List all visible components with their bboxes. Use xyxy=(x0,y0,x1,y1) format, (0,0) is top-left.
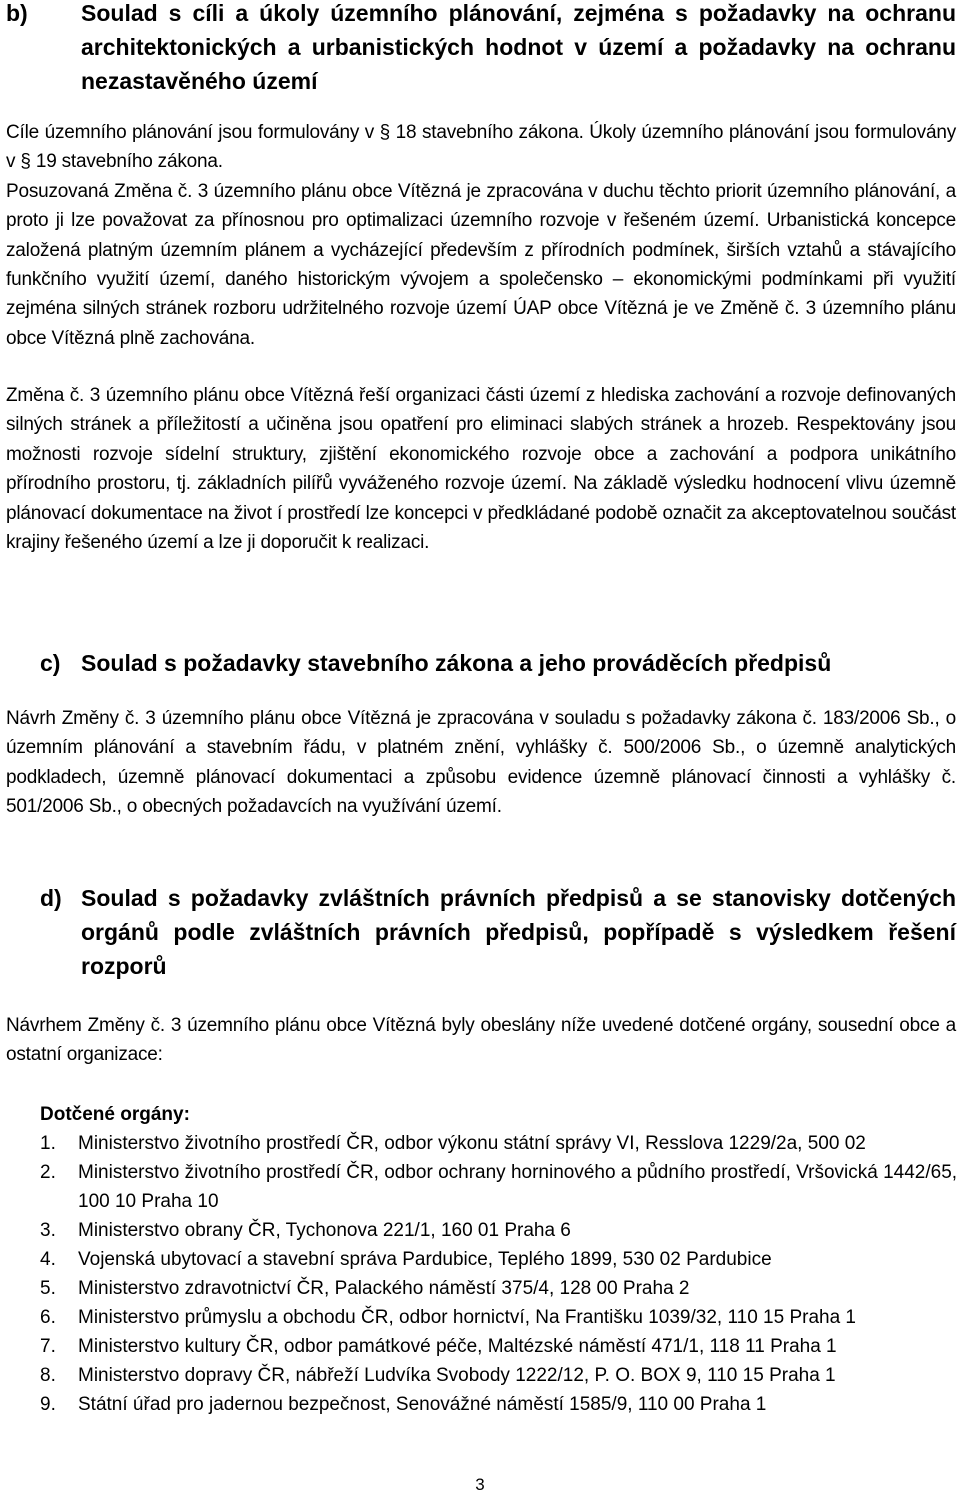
section-b-body xyxy=(6,118,956,353)
section-c-paragraph: Návrh Změny č. 3 územního plánu obce Vítězná je zpracována v souladu s požadavky zákona č. 183/2006 Sb., o územním plánování a stavebním řádu, v platném znění, vyhlášky č. 500/2006 Sb., o územně analytických podkladech, územně plánovací dokumentaci a způsobu evidence územně plánovací činnosti a vyhlášky č. 501/2006 Sb., o obecných požadavcích na využívání území. xyxy=(6,708,956,818)
organ-list-item xyxy=(40,1332,960,1361)
section-b-paragraph-1: Cíle územního plánování jsou formulovány v § 18 stavebního zákona. Úkoly územního plánování jsou formulovány v § 19 stavebního zákona. xyxy=(6,122,956,173)
organ-list-item xyxy=(40,1274,960,1303)
organ-list-item xyxy=(40,1361,960,1390)
organ-number: 9. xyxy=(40,1394,56,1415)
section-c-letter: c) xyxy=(40,650,61,676)
organ-list-item xyxy=(40,1390,960,1419)
section-c-body xyxy=(6,704,956,822)
section-c-heading xyxy=(6,646,956,680)
section-b-paragraph-3: Změna č. 3 územního plánu obce Vítězná řeší organizaci části území z hlediska zachování a rozvoje definovaných silných stránek a příležitostí a učiněna jsou opatření pro eliminaci slabých stránek a hrozeb. Respektovány jsou možnosti rozvoje sídelní struktury, zjištění ekonomického rozvoje obce a zachování a podpora unikátního přírodního prostoru, tj. základních pilířů vyváženého rozvoje území. Na základě výsledku hodnocení vlivu územně plánovací dokumentace na život í prostředí lze koncepci v předkládané podobě označit za akceptovatelnou součást krajiny řešeného území a lze ji doporučit k realizaci. xyxy=(6,385,956,554)
section-b-title: Soulad s cíli a úkoly územního plánování, zejména s požadavky na ochranu architektonických a urbanistických hodnot v území a požadavky na ochranu nezastavěného území xyxy=(81,0,956,94)
organ-text: Vojenská ubytovací a stavební správa Pardubice, Teplého 1899, 530 02 Pardubice xyxy=(78,1249,772,1270)
organ-list-item xyxy=(40,1245,960,1274)
section-d-title: Soulad s požadavky zvláštních právních předpisů a se stanovisky dotčených orgánů podle zvláštních právních předpisů, popřípadě s výsledkem řešení rozporů xyxy=(81,885,956,979)
section-d-letter: d) xyxy=(40,885,62,911)
organ-list-item xyxy=(40,1216,960,1245)
organs-list xyxy=(40,1129,960,1419)
organ-number: 5. xyxy=(40,1278,56,1299)
organ-list-item xyxy=(40,1303,960,1332)
organ-text: Ministerstvo životního prostředí ČR, odbor výkonu státní správy VI, Resslova 1229/2a, 500 02 xyxy=(78,1133,866,1154)
section-c-title: Soulad s požadavky stavebního zákona a jeho prováděcích předpisů xyxy=(81,650,832,676)
section-b-paragraph-2: Posuzovaná Změna č. 3 územního plánu obce Vítězná je zpracována v duchu těchto priorit územního plánování, a proto ji lze považovat za přínosnou pro optimalizaci územního rozvoje v řešeném území. Urbanistická koncepce založená platným územním plánem a vycházející především z přírodních podmínek, širších vztahů a stávajícího funkčního využití území, daného historickým vývojem a společensko – ekonomickými podmínkami při využití zejména silných stránek rozboru udržitelného rozvoje území ÚAP obce Vítězná je ve Změně č. 3 územního plánu obce Vítězná plně zachována. xyxy=(6,180,956,349)
section-b-heading xyxy=(6,0,956,98)
organ-number: 4. xyxy=(40,1249,56,1270)
organ-text: Ministerstvo životního prostředí ČR, odbor ochrany horninového a půdního prostředí, Vršovická 1442/65, 100 10 Praha 10 xyxy=(78,1162,958,1212)
section-d-heading xyxy=(6,881,956,983)
section-b-body-2 xyxy=(6,381,956,557)
organ-number: 2. xyxy=(40,1162,56,1183)
organ-text: Ministerstvo zdravotnictví ČR, Palackého náměstí 375/4, 128 00 Praha 2 xyxy=(78,1278,690,1299)
organ-number: 6. xyxy=(40,1307,56,1328)
section-d-body xyxy=(6,1011,956,1070)
section-d-paragraph: Návrhem Změny č. 3 územního plánu obce Vítězná byly obeslány níže uvedené dotčené orgány, sousední obce a ostatní organizace: xyxy=(6,1015,956,1066)
section-b-letter: b) xyxy=(6,0,28,26)
organ-number: 3. xyxy=(40,1220,56,1241)
organs-heading: Dotčené orgány: xyxy=(40,1104,190,1125)
organ-number: 8. xyxy=(40,1365,56,1386)
organ-text: Státní úřad pro jadernou bezpečnost, Senovážné náměstí 1585/9, 110 00 Praha 1 xyxy=(78,1394,767,1415)
organ-text: Ministerstvo průmyslu a obchodu ČR, odbor hornictví, Na Františku 1039/32, 110 15 Praha 1 xyxy=(78,1307,856,1328)
organ-text: Ministerstvo kultury ČR, odbor památkové péče, Maltézské náměstí 471/1, 118 11 Praha 1 xyxy=(78,1336,837,1357)
organ-text: Ministerstvo dopravy ČR, nábřeží Ludvíka Svobody 1222/12, P. O. BOX 9, 110 15 Praha 1 xyxy=(78,1365,836,1386)
page-number: 3 xyxy=(475,1475,485,1494)
organ-number: 1. xyxy=(40,1133,56,1154)
organ-list-item xyxy=(40,1158,960,1216)
organ-number: 7. xyxy=(40,1336,56,1357)
organ-text: Ministerstvo obrany ČR, Tychonova 221/1, 160 01 Praha 6 xyxy=(78,1220,571,1241)
organ-list-item xyxy=(40,1129,960,1158)
